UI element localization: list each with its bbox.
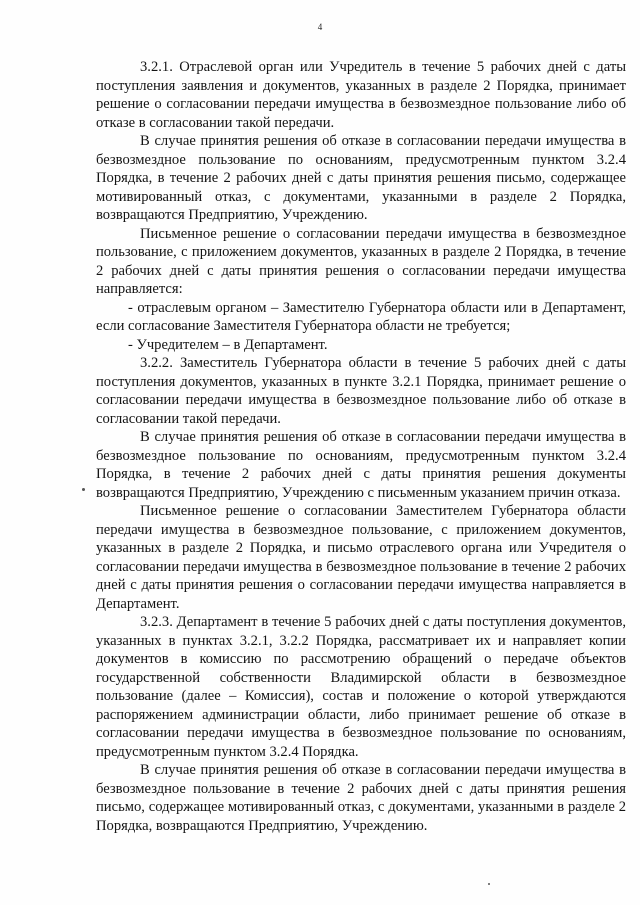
paragraph-deputy-decision: Письменное решение о согласовании Заместителем Губернатора области передачи имущества в безвозмездное пользование, с приложением документов, указанных в разделе 2 Порядка, и письмо отраслевого органа или Учредителя о согласовании передачи имущества в безвозмездное пользование в течение 2 рабочих дней с даты принятия решения о согласовании передачи имущества направляется в Департамент. [96,503,626,612]
document-body [96,58,626,835]
paragraph-3-2-3: 3.2.3. Департамент в течение 5 рабочих дней с даты поступления документов, указанных в пунктах 3.2.1, 3.2.2 Порядка, рассматривает их и направляет копии документов в комиссию по рассмотрению обращений о передаче объектов государственной собственности Владимирской области в безвозмездное пользование (далее – Комиссия), состав и положение о которой утверждаются распоряжением администрации области, либо принимает решение об отказе в согласовании передачи имущества в безвозмездное пользование по основаниям, предусмотренным пунктом 3.2.4 Порядка. [96,614,626,760]
scan-speck [82,488,85,491]
paragraph-refusal-return: В случае принятия решения об отказе в согласовании передачи имущества в безвозмездное пользование по основаниям, предусмотренным пунктом 3.2.4 Порядка, в течение 2 рабочих дней с даты принятия решения письмо, содержащее мотивированный отказ, с документами, указанными в разделе 2 Порядка, возвращаются Предприятию, Учреждению. [96,133,626,223]
paragraph-3-2-1: 3.2.1. Отраслевой орган или Учредитель в течение 5 рабочих дней с даты поступления заявления и документов, указанных в разделе 2 Порядка, принимает решение о согласовании передачи имущества в безвозмездное пользование либо об отказе в согласовании такой передачи. [96,59,626,131]
paragraph-final-refusal: В случае принятия решения об отказе в согласовании передачи имущества в безвозмездное пользование в течение 2 рабочих дней с даты принятия решения письмо, содержащее мотивированный отказ, с документами, указанными в разделе 2 Порядка, возвращаются Предприятию, Учреждению. [96,762,626,834]
paragraph-3-2-2: 3.2.2. Заместитель Губернатора области в течение 5 рабочих дней с даты поступления документов, указанных в пункте 3.2.1 Порядка, принимает решение о согласовании передачи имущества в безвозмездное пользование либо об отказе в согласовании такой передачи. [96,355,626,427]
list-item-founder: - Учредителем – в Департамент. [128,336,328,353]
scan-speck [488,883,490,885]
list-item-sectoral-body: - отраслевым органом – Заместителю Губернатора области или в Департамент, если согласование Заместителя Губернатора области не требуется; [96,299,626,334]
paragraph-refusal-reasons: В случае принятия решения об отказе в согласовании передачи имущества в безвозмездное пользование по основаниям, предусмотренным пунктом 3.2.4 Порядка, в течение 2 рабочих дней с даты принятия решения документы возвращаются Предприятию, Учреждению с письменным указанием причин отказа. [96,429,626,501]
page-number: 4 [317,22,323,32]
paragraph-written-decision: Письменное решение о согласовании передачи имущества в безвозмездное пользование, с приложением документов, указанных в разделе 2 Порядка, в течение 2 рабочих дней с даты принятия решения о согласовании передачи имущества направляется: [96,225,626,297]
